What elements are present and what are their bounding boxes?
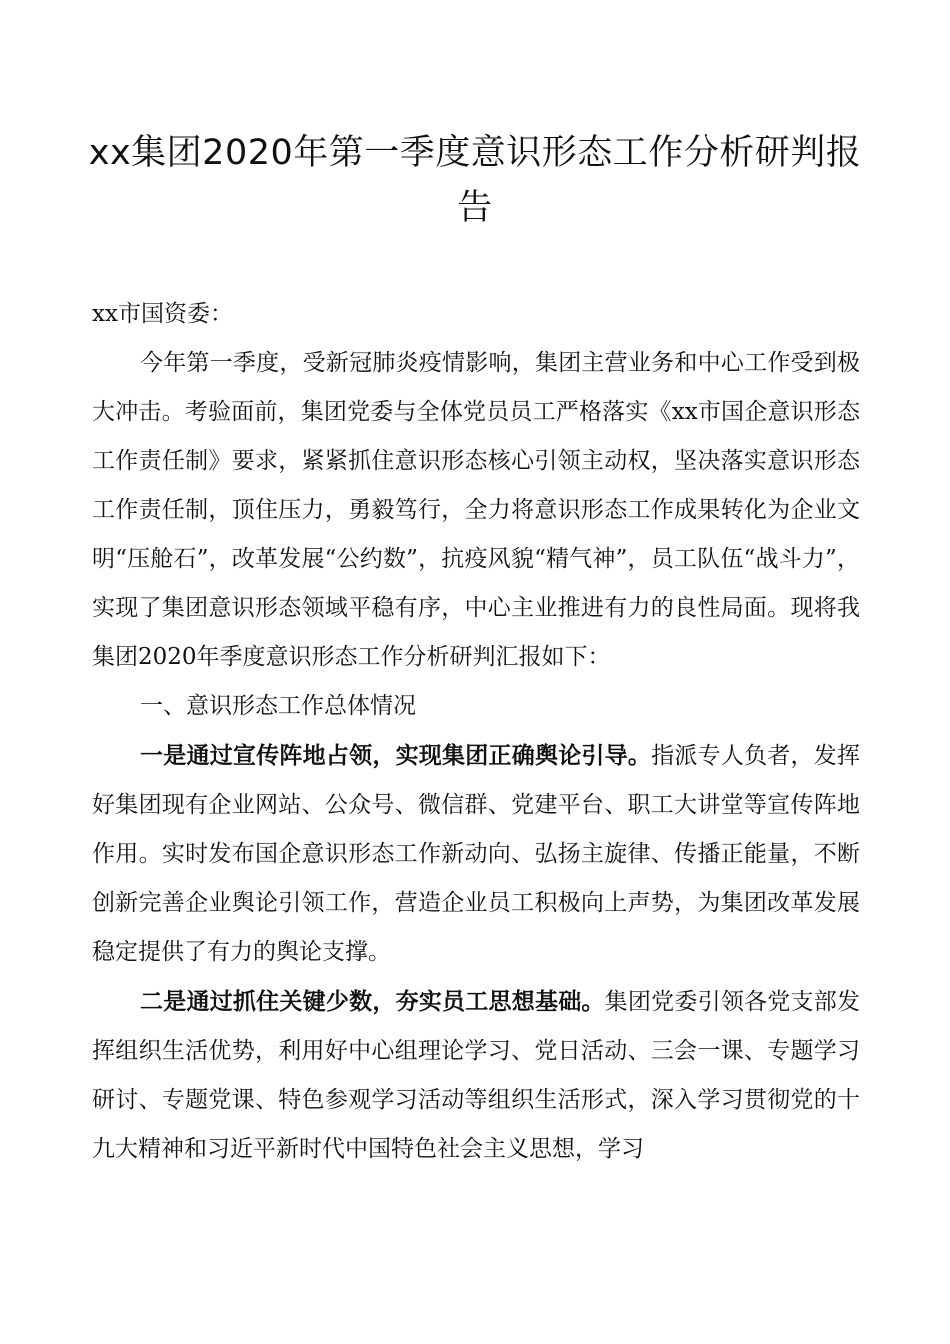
point-1-paragraph: [92, 731, 860, 977]
section-heading: 一、意识形态工作总体情况: [140, 693, 416, 719]
intro-paragraph: 今年第一季度，受新冠肺炎疫情影响，集团主营业务和中心工作受到极大冲击。考验面前，集团党委与全体党员员工严格落实《xx市国企意识形态工作责任制》要求，紧紧抓住意识形态核心引领主动权，坚决落实意识形态工作责任制，顶住压力，勇毅笃行，全力将意识形态工作成果转化为企业文明“压舱石”，改革发展“公约数”，抗疫风貌“精气神”，员工队伍“战斗力”，实现了集团意识形态领域平稳有序，中心主业推进有力的良性局面。现将我集团2020年季度意识形态工作分析研判汇报如下：: [92, 350, 860, 670]
point-1-text: 指派专人负者，发挥好集团现有企业网站、公众号、微信群、党建平台、职工大讲堂等宣传阵地作用。实时发布国企意识形态工作新动向、弘扬主旋律、传播正能量，不断创新完善企业舆论引领工作，营造企业员工积极向上声势，为集团改革发展稳定提供了有力的舆论支撑。: [92, 743, 861, 965]
document-title: xx集团2020年第一季度意识形态工作分析研判报告: [88, 133, 862, 228]
point-2-paragraph: [92, 977, 860, 1174]
salutation: xx市国资委：: [92, 301, 233, 327]
point-2-text: 集团党委引领各党支部发挥组织生活优势，利用好中心组理论学习、党日活动、三会一课、专题学习研讨、专题党课、特色参观学习活动等组织生活形式，深入学习贯彻党的十九大精神和习近平新时代中国特色社会主义思想，学习: [92, 989, 861, 1162]
point-2-lead: 二是通过抓住关键少数，夯实员工思想基础。: [140, 988, 605, 1015]
point-1-lead: 一是通过宣传阵地占领，实现集团正确舆论引导。: [140, 742, 652, 769]
document-body: [92, 290, 860, 1174]
